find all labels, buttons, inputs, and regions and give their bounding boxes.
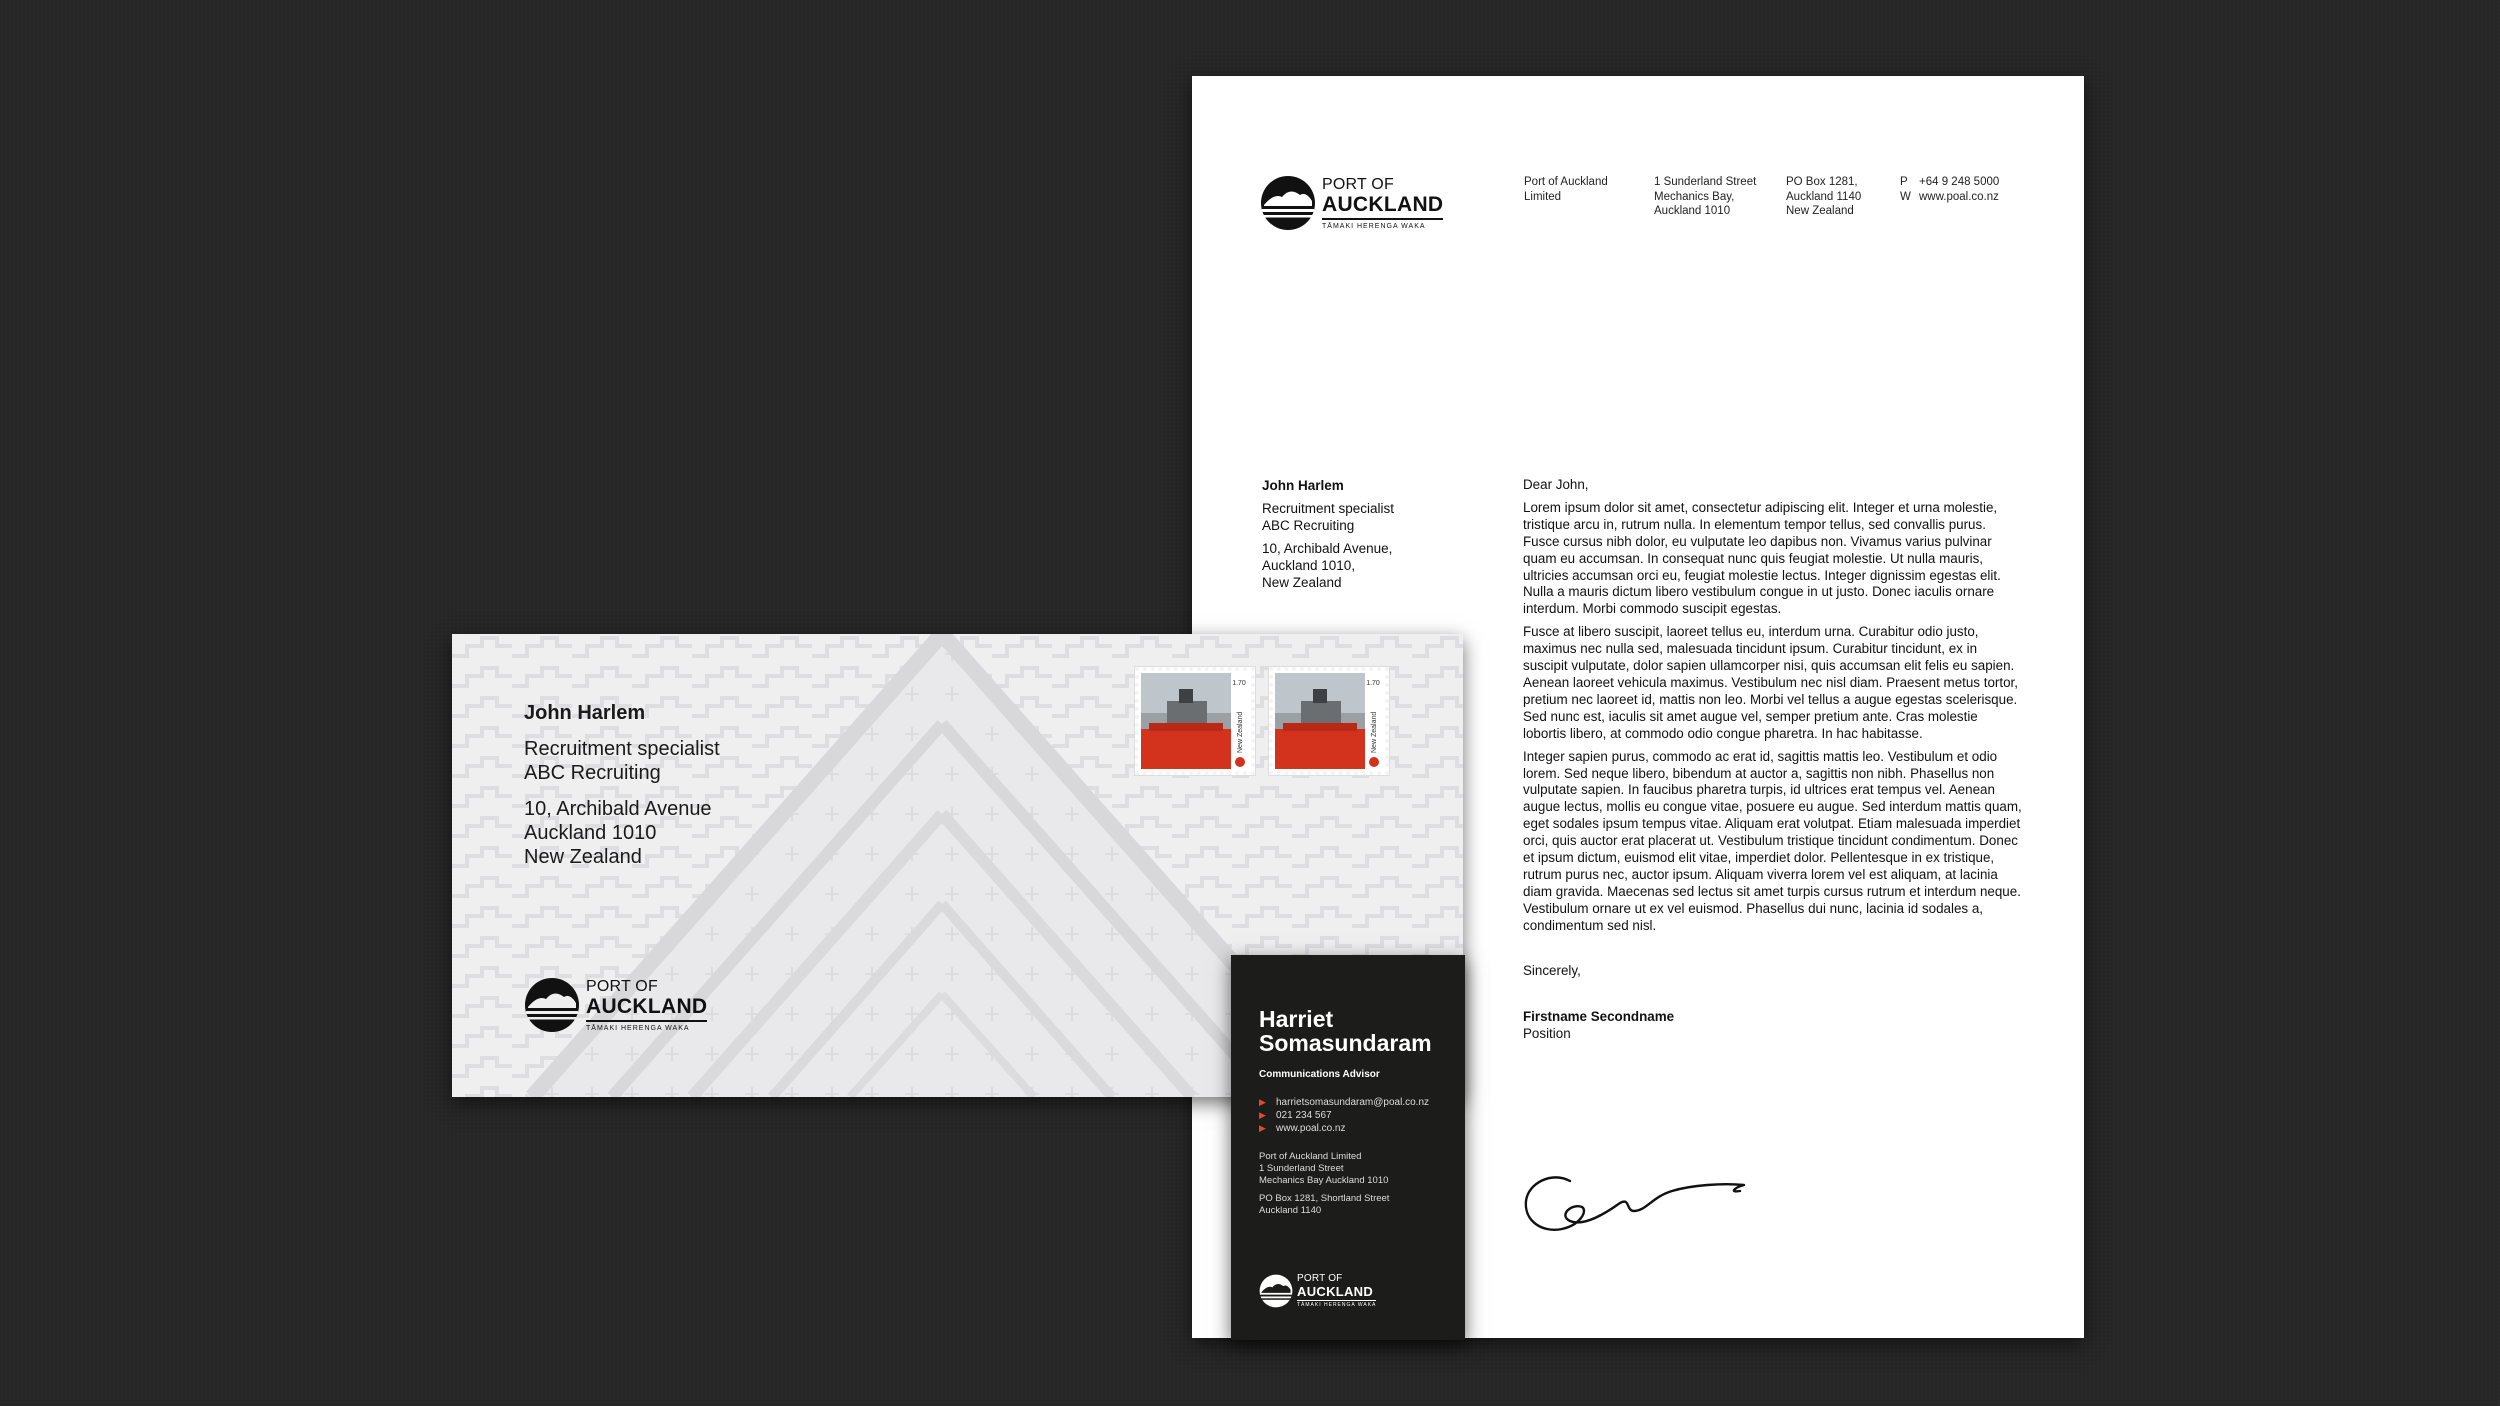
- arrow-right-icon: ▶: [1259, 1097, 1266, 1107]
- website-link[interactable]: www.poal.co.nz: [1276, 1123, 1346, 1134]
- closing: Sincerely,: [1523, 962, 1581, 978]
- card-address: Port of Auckland Limited 1 Sunderland Street Mechanics Bay Auckland 1010 PO Box 1281, Shortland Street Auckland 1140: [1259, 1151, 1390, 1216]
- letterhead-logo: [1260, 175, 1443, 231]
- logo-line1: PORT OF: [1322, 175, 1394, 193]
- paragraph-3: Integer sapien purus, commodo ac erat id, sagittis mattis leo. Vestibulum et odio lorem. Sed neque libero, bibendum at auctor a, sagittis non nibh. Phasellus non vulputate sapien. In faucibus pharetra turpis, id ultrices erat tempus vel. Aenean augue lectus, mollis eu congue vitae, posuere eu augue. Sed interdum mattis quam, eget sodales ipsum tempus vitae. Aliquam erat volutpat. Etiam malesuada imperdiet orci, quis auctor erat placerat ut. Vestibulum tristique tincidunt condimentum. Donec et ipsum dictum, euismod elit vitae, imperdiet dolor. Pellentesque in ex tristique, rutrum purus nec, auctor ipsum. Aliquam viverra lorem vel est aliquam, at lacinia diam gravida. Maecenas sed lectus sit amet turpis cursus rutrum et interdum neque. Vestibulum ornare ut ex vel euismod. Phasellus dui nunc, lacinia id sodales a, condimentum sed nisl.: [1523, 748, 2022, 933]
- card-contacts: [1259, 1096, 1429, 1135]
- paragraph-1: Lorem ipsum dolor sit amet, consectetur adipiscing elit. Integer et urna molestie, tristique arcu in, rutrum nulla. In elementum tempor tellus, sed convallis purus. Fusce cursus nibh dolor, eu vulputate leo dapibus non. Vivamus varius pulvinar quam eu accumsan. In consequat nunc quis feugiat molestie. Ut nulla mauris, ultricies accumsan orci eu, feugiat molestie lectus. Integer dignissim egestas elit. Nulla a mauris dictum libero vestibulum congue in ut justo. Donec iaculis ornare interdum. Morbi commodo suscipit egestas.: [1523, 499, 2001, 617]
- header-company: Port of Auckland Limited: [1524, 176, 1608, 203]
- website-link[interactable]: www.poal.co.nz: [1919, 190, 1999, 203]
- logo-tagline: TĀMAKI HERENGA WAKA: [1322, 222, 1426, 230]
- signatory-position: Position: [1523, 1026, 1571, 1042]
- signatory-name: Firstname Secondname: [1523, 1009, 1675, 1025]
- svg-text:1.70: 1.70: [1366, 680, 1380, 687]
- port-logo-icon: [524, 977, 580, 1033]
- signature-icon: [1522, 1163, 1762, 1243]
- arrow-right-icon: ▶: [1259, 1123, 1266, 1133]
- greeting: Dear John,: [1523, 477, 1589, 492]
- svg-text:New Zealand: New Zealand: [1237, 711, 1244, 753]
- envelope-logo: PORT OF AUCKLAND TĀMAKI HERENGA WAKA: [524, 977, 707, 1033]
- business-card: [1231, 955, 1465, 1340]
- letter-body: [1523, 477, 2023, 1043]
- letter-recipient: John Harlem Recruitment specialist ABC Recruiting 10, Archibald Avenue, Auckland 1010, New Zealand: [1262, 478, 1395, 590]
- card-logo: PORT OF AUCKLAND TĀMAKI HERENGA WAKA: [1259, 1274, 1376, 1308]
- paragraph-2: Fusce at libero suscipit, laoreet tellus eu, interdum urna. Curabitur odio justo, maximus nec nulla sed, malesuada tincidunt ipsum. Curabitur tincidunt, ex in suscipit vulputate, dolor sapien ullamcorper nisi, quis accumsan elit felis eu sapien. Aenean laoreet vehicula maximus. Vestibulum nec nisl diam. Praesent metus tortor, pretium nec laoreet id, mattis non leo. Morbi vel tellus a augue egestas scelerisque. Sed nunc est, iaculis sit amet augue vel, semper pretium ante. Cras molestie lobortis libero, at commodo odio congue pharetra. In hac habitasse.: [1523, 624, 2018, 741]
- envelope-address: John Harlem Recruitment specialist ABC Recruiting 10, Archibald Avenue Auckland 1010 New Zealand: [524, 702, 720, 868]
- logo-line2: AUCKLAND: [1322, 192, 1444, 216]
- header-pobox: PO Box 1281, Auckland 1140 New Zealand: [1786, 176, 1862, 217]
- email-link[interactable]: harrietsomasundaram@poal.co.nz: [1276, 1097, 1430, 1108]
- phone-link[interactable]: 021 234 567: [1276, 1110, 1332, 1121]
- ship-stamp-icon: [1273, 671, 1385, 771]
- svg-text:New Zealand: New Zealand: [1371, 711, 1378, 753]
- card-name: Harriet Somasundaram: [1259, 1006, 1432, 1056]
- postage-stamp: [1135, 667, 1255, 775]
- arrow-right-icon: ▶: [1259, 1110, 1266, 1120]
- svg-text:1.70: 1.70: [1232, 680, 1246, 687]
- header-street: 1 Sunderland Street Mechanics Bay, Auckland 1010: [1654, 176, 1757, 217]
- phone-link[interactable]: +64 9 248 5000: [1919, 176, 2000, 188]
- header-contact: P +64 9 248 5000 W www.poal.co.nz: [1900, 176, 2000, 203]
- port-logo-icon: [1259, 1274, 1293, 1308]
- card-title: Communications Advisor: [1259, 1069, 1380, 1080]
- port-logo-icon: [1260, 175, 1316, 231]
- ship-stamp-icon: [1139, 671, 1251, 771]
- postage-stamp: [1269, 667, 1389, 775]
